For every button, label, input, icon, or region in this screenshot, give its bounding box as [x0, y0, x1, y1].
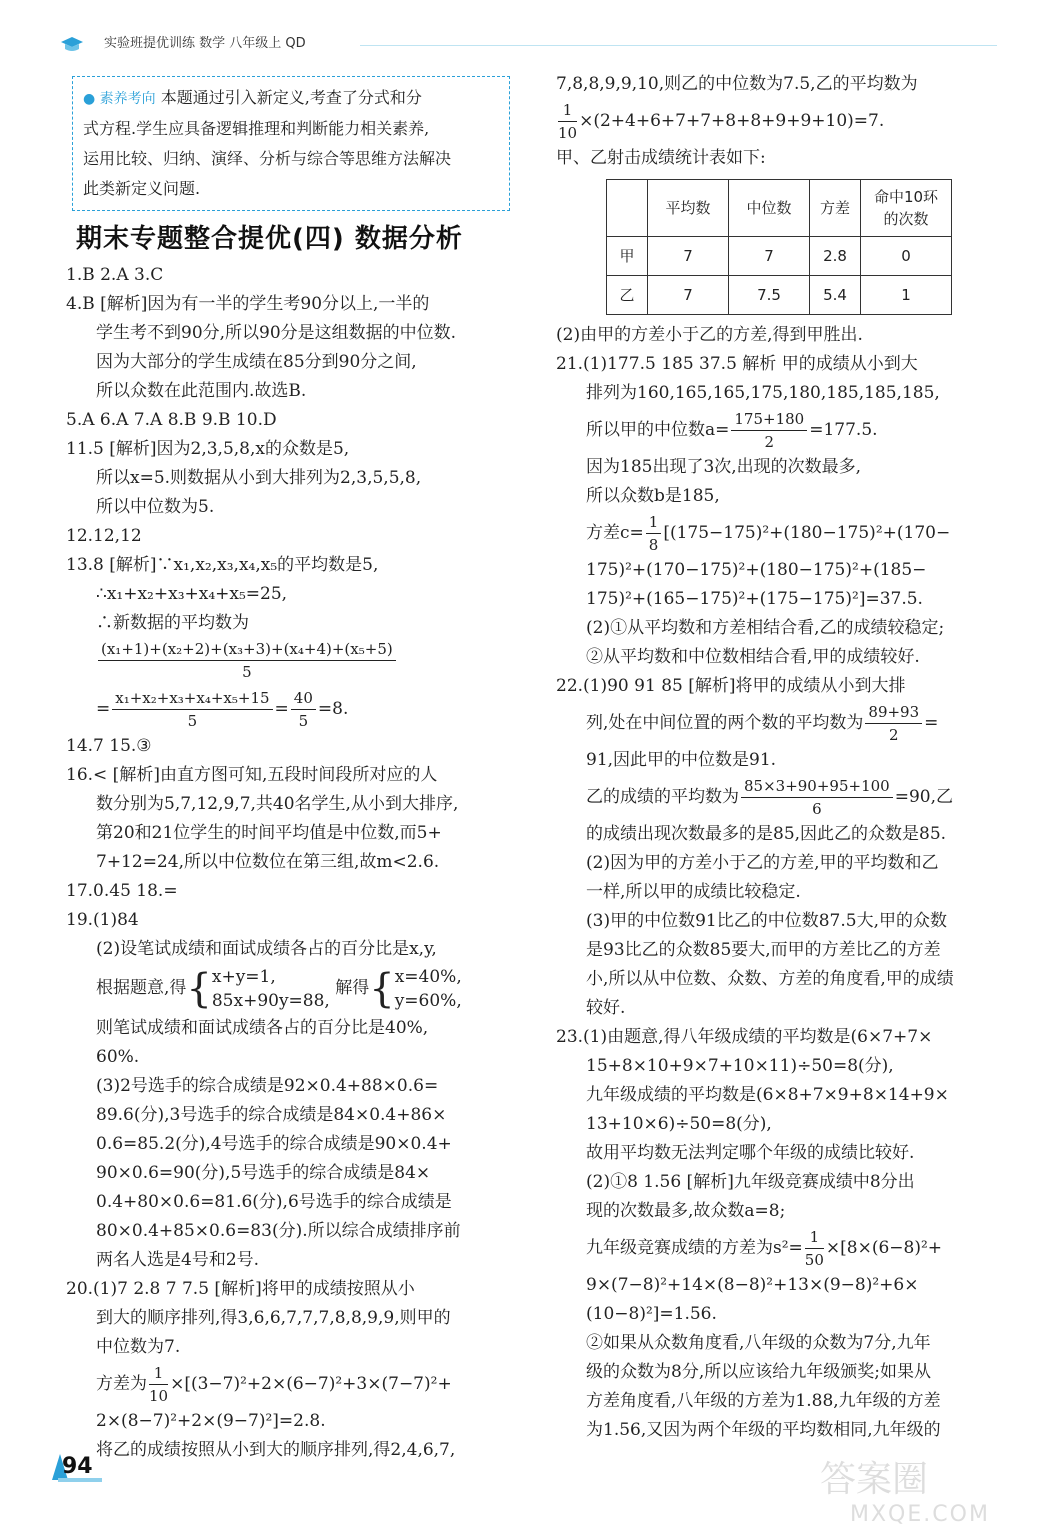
fraction-line	[556, 511, 996, 556]
note-tag: ● 素养考向	[83, 91, 156, 107]
equation-text: ×[8×(6−8)²+	[825, 1238, 943, 1258]
note-line: 此类新定义问题.	[83, 179, 201, 198]
answer-line: 方差角度看,八年级的方差为1.88,九年级的方差	[586, 1391, 941, 1411]
equation: x=40%,	[394, 966, 462, 987]
table-cell: 7	[648, 237, 729, 276]
watermark-url: MXQE.COM	[850, 1502, 990, 1527]
table-row	[607, 237, 952, 276]
note-line: 运用比较、归纳、演绎、分析与综合等思维方法解决	[83, 149, 452, 168]
equation-text: 九年级竞赛成绩的方差为s²=	[586, 1238, 803, 1258]
fraction	[98, 638, 396, 683]
equation: x+y=1,	[211, 966, 276, 987]
page-number: 94	[62, 1454, 93, 1479]
answer-line: 90×0.6=90(分),5号选手的综合成绩是84×	[96, 1163, 431, 1183]
numerator: 89+93	[865, 701, 922, 724]
numerator: 40	[291, 687, 316, 710]
answer-line: (3)甲的中位数91比乙的中位数87.5大,甲的众数	[586, 911, 947, 931]
answer-line: 现的次数最多,故众数a=8;	[586, 1201, 786, 1221]
answer-line: 两名人选是4号和2号.	[96, 1250, 260, 1270]
table-cell: 7	[729, 237, 810, 276]
answer-line: 14.7 15.③	[66, 736, 152, 756]
table-cell: 1	[861, 276, 952, 315]
answer-line: 一样,所以甲的成绩比较稳定.	[586, 882, 801, 902]
fraction-line	[556, 775, 996, 820]
answer-line: 15+8×10+9×7+10×11)÷50=8(分),	[586, 1056, 894, 1076]
equation-system-line	[66, 964, 516, 1014]
fraction-line: = $\frac{\text{x₁+x₂+x₃+x₄+x₅+15}}{5}$ = $\frac{40}{5}$ =8.	[96, 689, 349, 730]
answer-line: 0.4+80×0.6=81.6(分),6号选手的综合成绩是	[96, 1192, 452, 1212]
equation-text: =8.	[317, 699, 349, 719]
page-header	[60, 32, 997, 62]
brace-icon: {	[369, 965, 395, 1012]
answer-line: 16.< [解析]由直方图可知,五段时间段所对应的人	[66, 765, 438, 785]
table-cell: 乙	[607, 276, 648, 315]
mortarboard-icon	[60, 36, 84, 54]
answer-line: 九年级成绩的平均数是(6×8+7×9+8×14+9×	[586, 1085, 949, 1105]
answer-line: 小,所以从中位数、众数、方差的角度看,甲的成绩	[586, 969, 954, 989]
fraction	[558, 99, 577, 144]
answer-line: 19.(1)84	[66, 910, 139, 930]
answer-line: 中位数为7.	[96, 1337, 181, 1357]
fraction-line	[66, 1362, 516, 1407]
fraction	[865, 701, 922, 746]
answer-line: 11.5 [解析]因为2,3,5,8,x的众数是5,	[66, 439, 350, 459]
table-header: 方差	[810, 180, 861, 237]
fraction	[805, 1226, 824, 1271]
answer-line: 是93比乙的众数85要大,而甲的方差比乙的方差	[586, 940, 941, 960]
answer-line: 为1.56,又因为两个年级的平均数相同,九年级的	[586, 1420, 941, 1440]
answer-line: 12.12,12	[66, 526, 142, 546]
brace-icon: {	[186, 965, 212, 1012]
numerator: 1	[805, 1226, 824, 1249]
equation-text: 所以甲的中位数a=	[586, 420, 730, 440]
answer-line: 13+10×6)÷50=8(分),	[586, 1114, 772, 1134]
answer-line: 4.B [解析]因为有一半的学生考90分以上,一半的	[66, 294, 430, 314]
fraction-line	[556, 408, 996, 453]
answer-line: 所以x=5.则数据从小到大排列为2,3,5,5,8,	[96, 468, 422, 488]
answer-line: 数分别为5,7,12,9,7,共40名学生,从小到大排序,	[96, 794, 459, 814]
literacy-note-box	[72, 76, 510, 211]
answer-line: 第20和21位学生的时间平均值是中位数,而5+	[96, 823, 442, 843]
table-cell: 2.8	[810, 237, 861, 276]
answer-line: 甲、乙射击成绩统计表如下:	[556, 148, 766, 168]
answer-line: 22.(1)90 91 85 [解析]将甲的成绩从小到大排	[556, 676, 906, 696]
denominator: 10	[558, 124, 578, 142]
denominator: 8	[648, 536, 659, 554]
fraction-line	[556, 701, 996, 746]
fraction-line	[556, 99, 996, 144]
equation-text: 列,处在中间位置的两个数的平均数为	[586, 713, 864, 733]
answer-line: 则笔试成绩和面试成绩各占的百分比是40%,	[96, 1018, 429, 1038]
answer-line: 89.6(分),3号选手的综合成绩是84×0.4+86×	[96, 1105, 447, 1125]
numerator: x₁+x₂+x₃+x₄+x₅+15	[112, 687, 272, 710]
answer-line: 2×(8−7)²+2×(9−7)²]=2.8.	[96, 1411, 326, 1431]
answer-line: (3)2号选手的综合成绩是92×0.4+88×0.6=	[96, 1076, 439, 1096]
note-line: 本题通过引入新定义,考查了分式和分	[160, 88, 422, 107]
header-rule	[360, 45, 997, 46]
table-header-row	[607, 180, 952, 237]
equation-text: ×[(3−7)²+2×(6−7)²+3×(7−7)²+	[170, 1374, 452, 1394]
answer-line: 13.8 [解析]∵x₁,x₂,x₃,x₄,x₅的平均数是5,	[66, 555, 379, 575]
table-header: 命中10环的次数	[861, 180, 952, 237]
section-title: 期末专题整合提优(四) 数据分析	[76, 224, 463, 254]
fraction-line	[66, 638, 516, 683]
numerator: 1	[646, 511, 662, 534]
page-number-badge	[52, 1450, 106, 1484]
equation: y=60%,	[394, 990, 462, 1011]
answer-line: (10−8)²]=1.56.	[586, 1304, 717, 1324]
equation-system	[395, 965, 462, 1013]
table-cell: 5.4	[810, 276, 861, 315]
denominator: 50	[804, 1251, 824, 1269]
answer-line: (2)①8 1.56 [解析]九年级竞赛成绩中8分出	[586, 1172, 915, 1192]
answer-line: (2)由甲的方差小于乙的方差,得到甲胜出.	[556, 325, 863, 345]
answer-line: (2)因为甲的方差小于乙的方差,甲的平均数和乙	[586, 853, 939, 873]
shooting-stats-table	[606, 179, 952, 315]
table-cell: 甲	[607, 237, 648, 276]
answer-line: 学生考不到90分,所以90分是这组数据的中位数.	[96, 323, 457, 343]
denominator: 5	[187, 712, 198, 730]
equation-text: [(175−175)²+(180−175)²+(170−	[663, 523, 951, 543]
note-line: 式方程.学生应具备逻辑推理和判断能力相关素养,	[83, 119, 430, 138]
answer-line: 23.(1)由题意,得八年级成绩的平均数是(6×7+7×	[556, 1027, 933, 1047]
equation-text: 乙的成绩的平均数为	[586, 787, 739, 807]
numerator: 1	[149, 1362, 168, 1385]
denominator: 2	[889, 726, 899, 744]
answer-line: 175)²+(170−175)²+(180−175)²+(185−	[586, 560, 927, 580]
answer-line: (2)①从平均数和方差相结合看,乙的成绩较稳定;	[586, 618, 945, 638]
numerator: 175+180	[731, 408, 807, 431]
answer-line: ∴x₁+x₂+x₃+x₄+x₅=25,	[96, 584, 288, 604]
answer-line: 所以中位数为5.	[96, 497, 215, 517]
answer-line: 9×(7−8)²+14×(8−8)²+13×(9−8)²+6×	[586, 1275, 919, 1295]
answer-line: 91,因此甲的中位数是91.	[586, 750, 777, 770]
fraction	[646, 511, 662, 556]
fraction-line	[556, 1226, 996, 1271]
equation-text: 解得	[335, 978, 370, 998]
equation-text: ×(2+4+6+7+7+8+8+9+9+10)=7.	[579, 111, 885, 131]
answer-line: 较好.	[586, 998, 626, 1018]
table-header: 中位数	[729, 180, 810, 237]
answer-line: 21.(1)177.5 185 37.5 解析 甲的成绩从小到大	[556, 354, 918, 374]
table-cell: 0	[861, 237, 952, 276]
numerator: 85×3+90+95+100	[741, 775, 893, 798]
answer-line: ②从平均数和中位数相结合看,甲的成绩较好.	[586, 647, 920, 667]
header-title: 实验班提优训练 数学 八年级上 QD	[104, 36, 306, 51]
answer-line: 所以众数b是185,	[586, 486, 720, 506]
answer-line: 17.0.45 18.=	[66, 881, 178, 901]
answer-line: 级的众数为8分,所以应该给九年级颁奖;如果从	[586, 1362, 931, 1382]
fraction	[731, 408, 807, 453]
table-header	[607, 180, 648, 237]
denominator: 6	[812, 800, 822, 818]
answer-line: 175)²+(165−175)²+(175−175)²]=37.5.	[586, 589, 923, 609]
table-cell: 7.5	[729, 276, 810, 315]
answer-line: 到大的顺序排列,得3,6,6,7,7,7,8,8,9,9,则甲的	[96, 1308, 451, 1328]
answer-line: 因为大部分的学生成绩在85分到90分之间,	[96, 352, 417, 372]
equation-text: =	[924, 713, 939, 733]
fraction	[149, 1362, 168, 1407]
answer-line: 20.(1)7 2.8 7 7.5 [解析]将甲的成绩按照从小	[66, 1279, 415, 1299]
denominator: 2	[764, 433, 775, 451]
watermark-logo: 答案圈	[820, 1459, 929, 1500]
answer-line: 0.6=85.2(分),4号选手的综合成绩是90×0.4+	[96, 1134, 452, 1154]
answer-line: 80×0.4+85×0.6=83(分).所以综合成绩排序前	[96, 1221, 461, 1241]
answer-line: 1.B 2.A 3.C	[66, 265, 164, 285]
table-header: 平均数	[648, 180, 729, 237]
answer-line: 将乙的成绩按照从小到大的顺序排列,得2,4,6,7,	[96, 1440, 456, 1460]
answer-line: 的成绩出现次数最多的是85,因此乙的众数是85.	[586, 824, 947, 844]
answer-line: 所以众数在此范围内.故选B.	[96, 381, 307, 401]
answer-line: (2)设笔试成绩和面试成绩各占的百分比是x,y,	[96, 939, 437, 959]
answer-line: ∴新数据的平均数为	[96, 613, 249, 633]
equation-text: =90,乙	[894, 787, 953, 807]
table-cell: 7	[648, 276, 729, 315]
answer-line: 7+12=24,所以中位数位在第三组,故m<2.6.	[96, 852, 440, 872]
answer-line: 故用平均数无法判定哪个年级的成绩比较好.	[586, 1143, 915, 1163]
answer-line: 7,8,8,9,9,10,则乙的中位数为7.5,乙的平均数为	[556, 74, 918, 94]
right-column	[556, 70, 996, 1445]
answer-line: 因为185出现了3次,出现的次数最多,	[586, 457, 862, 477]
equation-text: 方差为	[96, 1374, 147, 1394]
fraction	[741, 775, 893, 820]
answer-line: 排列为160,165,165,175,180,185,185,185,	[586, 383, 940, 403]
denominator: 10	[149, 1387, 169, 1405]
table-row	[607, 276, 952, 315]
equation-text: 方差c=	[586, 523, 644, 543]
numerator: (x₁+1)+(x₂+2)+(x₃+3)+(x₄+4)+(x₅+5)	[98, 638, 396, 661]
answer-line: 60%.	[96, 1047, 140, 1067]
equation-system	[212, 965, 330, 1013]
equation: 85x+90y=88,	[211, 990, 330, 1011]
equation-text: 根据题意,得	[96, 978, 187, 998]
denominator: 5	[242, 663, 252, 681]
fraction	[291, 687, 316, 732]
answer-line: ②如果从众数角度看,八年级的众数为7分,九年	[586, 1333, 931, 1353]
denominator: 5	[298, 712, 309, 730]
numerator: 1	[558, 99, 577, 122]
equation-text: =177.5.	[809, 420, 878, 440]
fraction	[112, 687, 272, 732]
answer-line: 5.A 6.A 7.A 8.B 9.B 10.D	[66, 410, 277, 430]
left-column	[66, 76, 516, 1465]
